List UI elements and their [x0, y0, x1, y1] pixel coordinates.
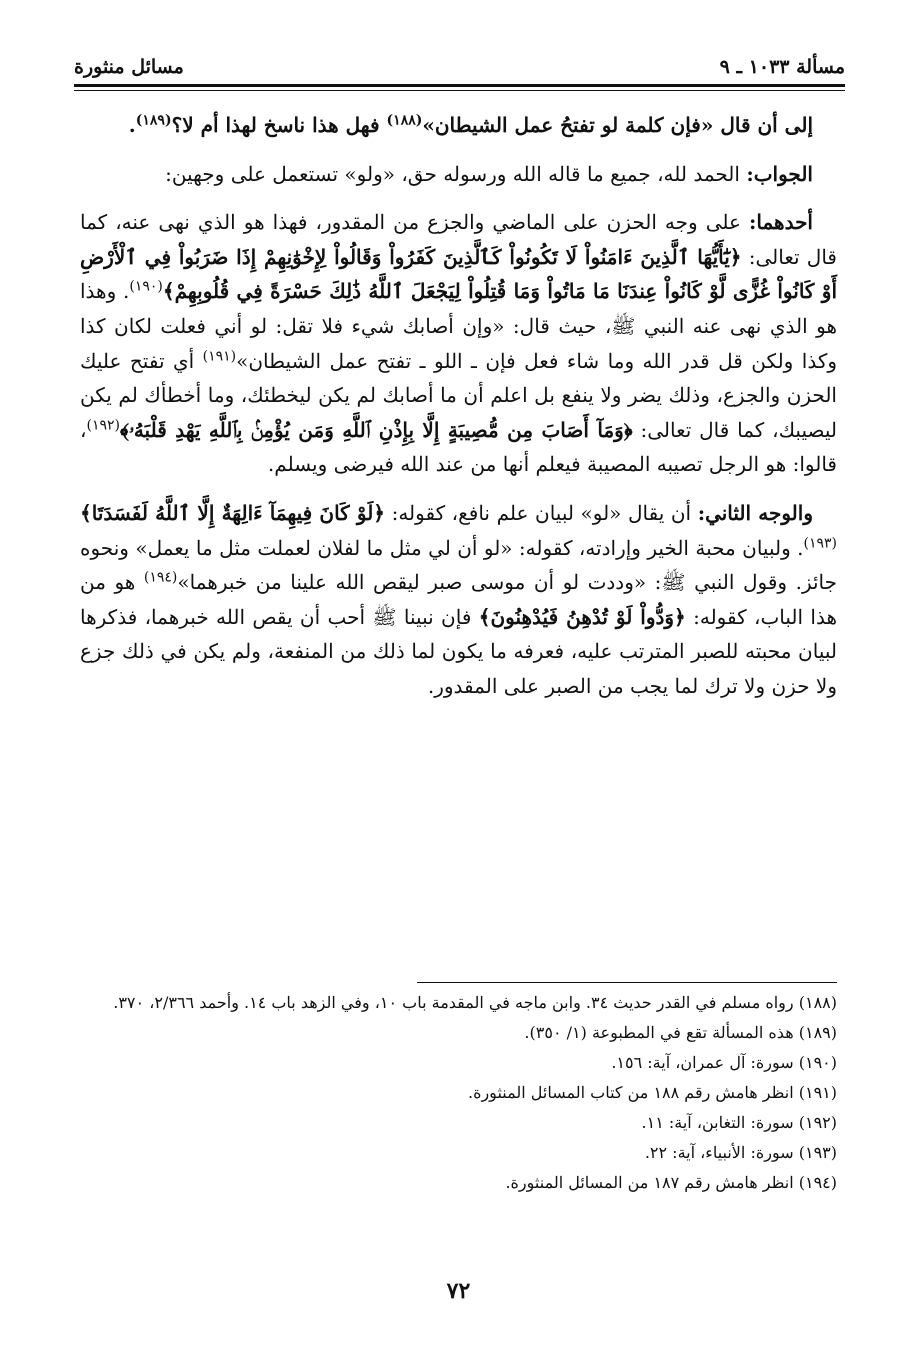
- footnote-194: (١٩٤) انظر هامش رقم ١٨٧ من المسائل المنثورة.: [505, 1173, 837, 1192]
- header-rule: [74, 84, 845, 87]
- second-aspect-label: والوجه الثاني:: [697, 500, 813, 525]
- second-aspect-text: هو من هذا الباب، كقوله:: [80, 570, 837, 629]
- footnote-ref: (١٨٩): [135, 112, 172, 129]
- first-aspect-text: ، قالوا: هو الرجل تصيبه المصيبة فيعلم أنها من عند الله فيرضى ويسلم.: [80, 417, 837, 477]
- main-text: [80, 108, 837, 718]
- footnote-ref: (١٩١): [202, 347, 237, 364]
- first-aspect-text: أي تفتح عليك الحزن والجزع، وذلك يضر ولا ينفع بل اعلم أن ما أصابك لم يكن ليخطئك، وما أخطأك لم يكن ليصيبك، كما قال تعالى:: [80, 348, 837, 442]
- book-title: مسائل منثورة: [74, 56, 184, 78]
- quran-verse: ﴿لَوْ كَانَ فِيهِمَآ ءَالِهَةٌ إِلَّا ٱللَّهُ لَفَسَدَتَا﴾: [80, 500, 386, 525]
- footnotes: [80, 988, 837, 1198]
- second-aspect-text: . ولبيان محبة الخير وإرادته، كقوله: «لو أن لي مثل ما لفلان لعملت مثل ما يعمل» ونحوه جائز. وقول النبي ﷺ: «وددت لو أن موسى صبر ليقص الله علينا من خبرهما»: [80, 535, 838, 595]
- second-aspect-text: فإن نبينا ﷺ أحب أن يقص الله خبرهما، فذكرها لبيان محبته للصبر المترتب عليه، فعرفه ما يكون لما ذلك من المنفعة، ولم يكن في ذلك جزع ولا حزن ولا ترك لما يجب من الصبر على المقدور.: [80, 604, 837, 698]
- footnote-190: (١٩٠) سورة: آل عمران، آية: ١٥٦.: [611, 1053, 837, 1072]
- footnote-189: (١٨٩) هذه المسألة تقع في المطبوعة (١/ ٣٥٠).: [524, 1023, 837, 1042]
- footnote-191: (١٩١) انظر هامش رقم ١٨٨ من كتاب المسائل المنثورة.: [467, 1083, 837, 1102]
- question-end: .: [128, 113, 136, 137]
- first-aspect-text: . وهذا هو الذي نهى عنه النبي ﷺ، حيث قال: «وإن أصابك شيء فلا تقل: لو أني فعلت لكان كذا وكذا ولكن قل قدر الله وما شاء فعل فإن ـ اللو ـ تفتح عمل الشيطان»: [80, 279, 838, 373]
- page-number: ٧٢: [446, 1278, 471, 1304]
- footnote-ref: (١٨٨): [386, 112, 423, 129]
- question-text-rest: فهل هذا ناسخ لهذا أم لا؟: [171, 113, 387, 137]
- quran-verse: ﴿وَدُّواْ لَوْ تُدْهِنُ فَيُدْهِنُونَ﴾: [478, 604, 686, 629]
- paragraph-first-aspect: [80, 205, 837, 482]
- footnote-ref: (١٩٣): [803, 534, 837, 551]
- paragraph-second-aspect: [80, 496, 837, 704]
- running-header: [74, 44, 845, 78]
- first-aspect-text: على وجه الحزن على الماضي والجزع من المقدور، فهذا هو الذي نهى عنه، كما قال تعالى:: [80, 210, 837, 269]
- answer-label: الجواب:: [746, 161, 813, 186]
- first-aspect-label: أحدهما:: [748, 210, 813, 235]
- second-aspect-text: أن يقال «لو» لبيان علم نافع، كقوله:: [385, 500, 698, 525]
- footnote-188: (١٨٨) رواه مسلم في القدر حديث ٣٤. وابن ماجه في المقدمة باب ١٠، وفي الزهد باب ١٤. وأحمد ٢/٣٦٦، ٣٧٠.: [113, 993, 837, 1012]
- paragraph-answer: [80, 157, 837, 192]
- footnote-rule: [417, 982, 837, 983]
- footnote-ref: (١٩٢): [86, 417, 120, 434]
- quran-verse: ﴿يَٰٓأَيُّهَا ٱلَّذِينَ ءَامَنُواْ لَا تَكُونُواْ كَٱلَّذِينَ كَفَرُواْ وَقَالُواْ لِإِخْوَٰنِهِمْ إِذَا ضَرَبُواْ فِي ٱلْأَرْضِ أَوْ كَانُواْ غُزًّى لَّوْ كَانُواْ عِندَنَا مَا مَاتُواْ وَمَا قُتِلُواْ لِيَجْعَلَ ٱللَّهُ ذَٰلِكَ حَسْرَةً فِي قُلُوبِهِمْ﴾: [80, 244, 837, 304]
- paragraph-question: [80, 108, 837, 143]
- footnote-ref: (١٩٠): [129, 278, 163, 295]
- footnote-193: (١٩٣) سورة: الأنبياء، آية: ٢٢.: [644, 1143, 837, 1162]
- quran-verse: ﴿وَمَآ أَصَابَ مِن مُّصِيبَةٍ إِلَّا بِإِذْنِ ٱللَّهِ وَمَن يُؤْمِنۢ بِٱللَّهِ يَهْدِ قَلْبَهُۥ﴾: [119, 417, 633, 442]
- footnote-192: (١٩٢) سورة: التغابن، آية: ١١.: [641, 1113, 837, 1132]
- footnote-ref: (١٩٤): [143, 569, 178, 586]
- issue-label: مسألة ١٠٣٣ ـ ٩: [719, 56, 845, 78]
- header-rule-thin: [74, 90, 845, 91]
- question-text: إلى أن قال «فإن كلمة لو تفتحُ عمل الشيطان»: [422, 113, 813, 137]
- answer-text: الحمد لله، جميع ما قاله الله ورسوله حق، «ولو» تستعمل على وجهين:: [165, 161, 747, 186]
